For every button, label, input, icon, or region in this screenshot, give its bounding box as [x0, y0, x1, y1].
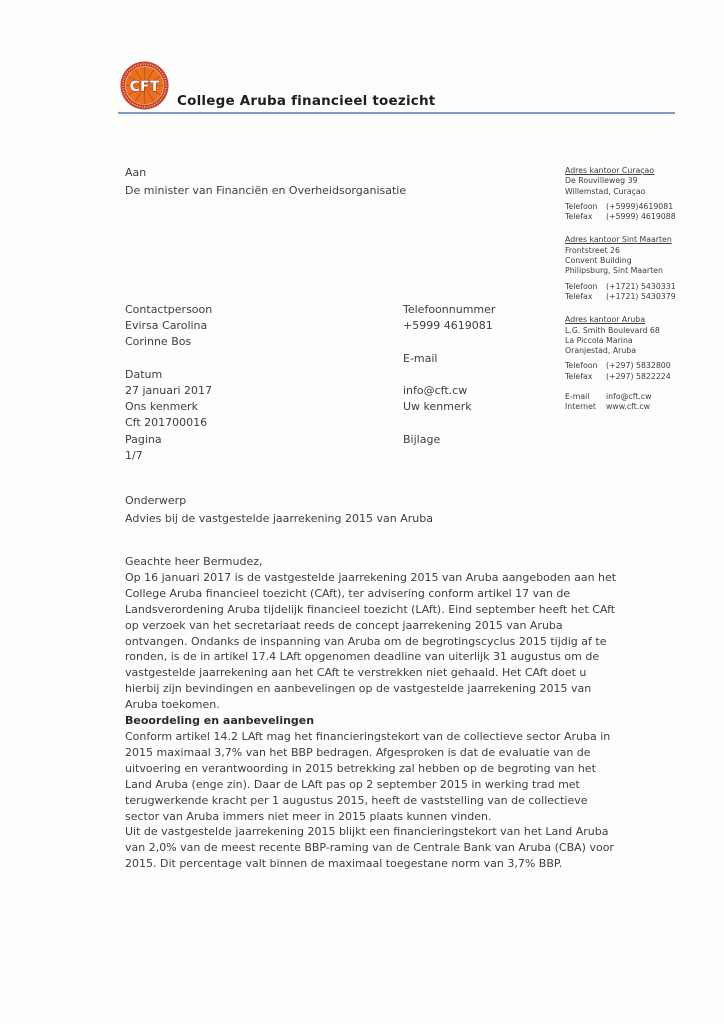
phone-label: Telefoon: [565, 361, 598, 371]
sidebar-email-row: [565, 392, 721, 402]
phone-label: Telefoon: [565, 201, 598, 211]
office-addresses-sidebar: [565, 166, 721, 426]
office-address-line: De Rouvilleweg 39: [565, 176, 638, 186]
office-aruba: [565, 315, 721, 412]
meta-spacer: [403, 367, 495, 383]
body-paragraph-2: Conform artikel 14.2 LAft mag het financieringstekort van de collectieve sector Aruba in 2015 maximaal 3,7% van het BBP bedragen. Afgesproken is dat de evaluatie van de uitvoering en verantwoording in 2015 betrekking zal hebben op de begroting van het Land Aruba (enge zin). Daar de LAft pas op 2 september 2015 in werking trad met terugwerkende kracht per 1 augustus 2015, heeft de vaststelling van de collectieve sector van Aruba immers niet meer in 2015 plaats kunnen vinden.: [125, 729, 611, 823]
office-heading: Adres kantoor Aruba: [565, 315, 646, 325]
letter-body: [125, 554, 622, 872]
phone-value: (+5999)4619081: [606, 201, 674, 211]
meta-value-email: info@cft.cw: [403, 383, 468, 397]
subject-block: [125, 492, 433, 527]
meta-label-datum: Datum: [125, 367, 163, 381]
office-fax-row: [565, 372, 721, 382]
meta-spacer: [403, 448, 495, 464]
meta-column-left: [125, 302, 212, 464]
addressee-name: De minister van Financiën en Overheidsorganisatie: [125, 184, 407, 197]
body-paragraph-3: Uit de vastgestelde jaarrekening 2015 blijkt een financieringstekort van het Land Aruba van 2,0% van de meest recente BBP-raming van de Centrale Bank van Aruba (CBA) voor 2015. Dit percentage valt binnen de maximaal toegestane norm van 3,7% BBP.: [125, 825, 614, 871]
office-fax-row: [565, 292, 721, 302]
meta-spacer: [125, 351, 212, 367]
fax-label: Telefax: [565, 291, 593, 301]
fax-value: (+297) 5822224: [606, 371, 671, 381]
internet-value: www.cft.cw: [606, 402, 650, 412]
meta-label-bijlage: Bijlage: [403, 432, 441, 446]
office-curacao: [565, 166, 721, 222]
header-divider: [118, 112, 675, 114]
email-label: E-mail: [565, 392, 590, 402]
meta-label-email: E-mail: [403, 351, 438, 365]
internet-label: Internet: [565, 402, 596, 412]
meta-spacer: [403, 415, 495, 431]
fax-label: Telefax: [565, 371, 593, 381]
fax-value: (+1721) 5430379: [606, 291, 676, 301]
office-phone-row: [565, 282, 721, 292]
meta-value-contact-1: Evirsa Carolina: [125, 319, 208, 333]
addressee-block: [125, 164, 406, 200]
phone-label: Telefoon: [565, 281, 598, 291]
meta-label-ons-kenmerk: Ons kenmerk: [125, 400, 198, 414]
fax-label: Telefax: [565, 212, 593, 222]
meta-label-pagina: Pagina: [125, 432, 162, 446]
cft-logo-icon: [120, 61, 169, 110]
office-address-line: Philipsburg, Sint Maarten: [565, 266, 663, 276]
salutation: Geachte heer Bermudez,: [125, 555, 263, 568]
logo-text: CFT: [129, 78, 160, 95]
meta-label-contactpersoon: Contactpersoon: [125, 303, 213, 316]
office-heading: Adres kantoor Sint Maarten: [565, 235, 672, 245]
office-address-line: L.G. Smith Boulevard 68: [565, 325, 660, 335]
office-address-line: Convent Building: [565, 256, 632, 266]
sidebar-internet-row: [565, 402, 721, 412]
phone-value: (+297) 5832800: [606, 361, 671, 371]
email-value: info@cft.cw: [606, 392, 652, 402]
meta-value-telefoonnummer: +5999 4619081: [403, 319, 493, 333]
office-address-line: Oranjestad, Aruba: [565, 346, 637, 356]
office-fax-row: [565, 212, 721, 222]
office-phone-row: [565, 361, 721, 371]
addressee-label: Aan: [125, 166, 147, 179]
meta-spacer: [403, 334, 495, 350]
meta-value-contact-2: Corinne Bos: [125, 335, 192, 349]
office-address-line: Willemstad, Curaçao: [565, 186, 646, 196]
meta-value-pagina: 1/7: [125, 448, 143, 462]
meta-label-telefoonnummer: Telefoonnummer: [403, 303, 496, 316]
subject-label: Onderwerp: [125, 494, 187, 507]
section-heading-beoordeling: Beoordeling en aanbevelingen: [125, 714, 315, 728]
meta-value-datum: 27 januari 2017: [125, 383, 213, 397]
office-sint-maarten: [565, 235, 721, 302]
body-paragraph-1: Op 16 januari 2017 is de vastgestelde jaarrekening 2015 van Aruba aangeboden aan het College Aruba financieel toezicht (CAft), ter advisering conform artikel 17 van de Landsverordening Aruba tijdelijk financieel toezicht (LAft). Eind september heeft het CAft op verzoek van het secretariaat reeds de concept jaarrekening 2015 van Aruba ontvangen. Ondanks de inspanning van Aruba om de begrotingscyclus 2015 tijdig af te ronden, is de in artikel 17.4 LAft opgenomen deadline van uiterlijk 31 augustus om de vastgestelde jaarrekening aan het CAft te verstrekken niet gehaald. Het CAft doet u hierbij zijn bevindingen en aanbevelingen op de vastgestelde jaarrekening 2015 van Aruba toekomen.: [125, 570, 617, 712]
phone-value: (+1721) 5430331: [606, 281, 676, 291]
organization-title: College Aruba financieel toezicht: [177, 93, 436, 109]
office-address-line: Frontstreet 26: [565, 245, 620, 255]
meta-column-right: [403, 302, 495, 464]
fax-value: (+5999) 4619088: [606, 212, 676, 222]
subject-value: Advies bij de vastgestelde jaarrekening 2015 van Aruba: [125, 511, 433, 525]
meta-value-ons-kenmerk: Cft 201700016: [125, 416, 208, 430]
office-phone-row: [565, 202, 721, 212]
meta-label-uw-kenmerk: Uw kenmerk: [403, 400, 472, 414]
office-address-line: La Piccola Marina: [565, 335, 633, 345]
office-heading: Adres kantoor Curaçao: [565, 166, 655, 175]
